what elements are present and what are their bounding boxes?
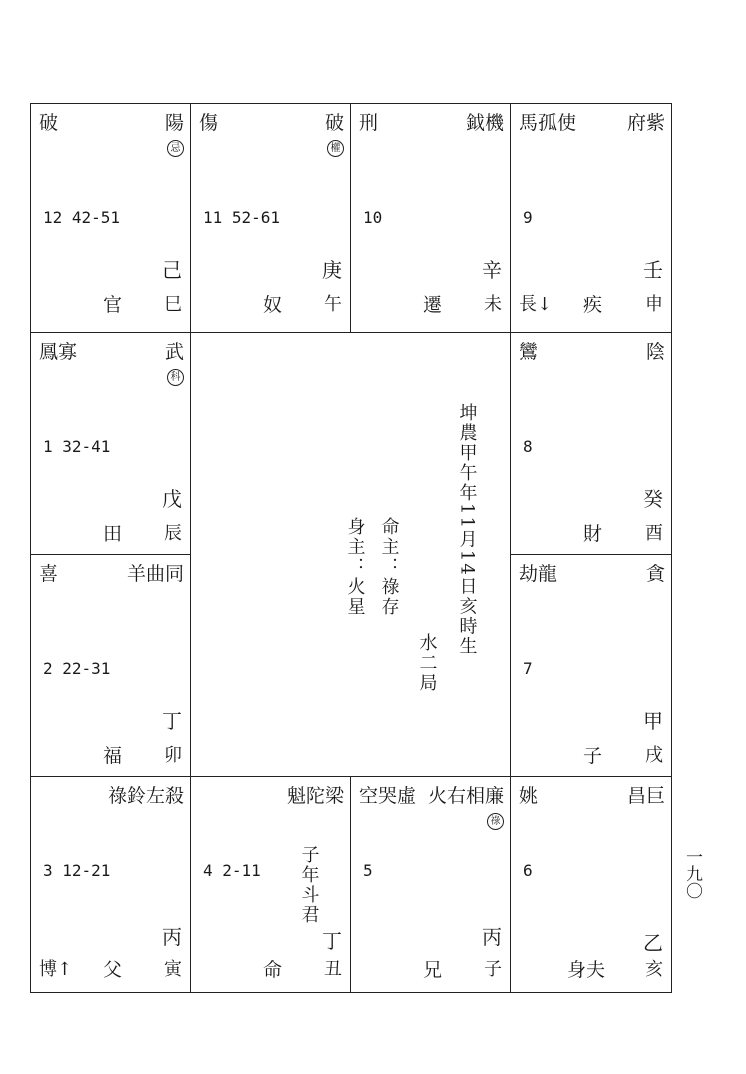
transform-badge: 祿 [487, 813, 504, 830]
palace-name: 父 [103, 959, 123, 981]
decade-range: 11 52-61 [203, 208, 281, 227]
dou-jun-note: 子年斗君 [298, 845, 320, 925]
cycle-marker: 博↑ [39, 959, 73, 980]
earthly-branch: 亥 [645, 959, 663, 980]
major-stars: 羊曲同 [126, 563, 184, 585]
heavenly-stem: 辛 [482, 258, 502, 282]
heavenly-stem: 癸 [643, 487, 663, 511]
minor-stars: 傷 [199, 112, 219, 134]
minor-stars: 鳳寡 [39, 341, 78, 363]
palace-zi [351, 777, 511, 992]
earthly-branch: 巳 [164, 294, 182, 315]
decade-range: 7 [523, 659, 533, 678]
heavenly-stem: 丙 [482, 925, 502, 949]
earthly-branch: 戌 [645, 745, 663, 766]
heavenly-stem: 戊 [162, 487, 182, 511]
minor-stars: 喜 [39, 563, 59, 585]
major-stars: 火右相廉 [427, 785, 504, 807]
palace-name: 奴 [263, 294, 283, 316]
palace-hai [511, 777, 671, 992]
major-stars: 祿鈴左殺 [107, 785, 184, 807]
major-stars: 陽 [164, 112, 184, 134]
earthly-branch: 子 [484, 959, 502, 980]
palace-name: 疾 [583, 294, 603, 316]
palace-si [31, 104, 191, 333]
major-stars: 昌巨 [626, 785, 665, 807]
heavenly-stem: 丁 [322, 929, 342, 953]
major-stars: 魁陀梁 [286, 785, 344, 807]
chart-center [191, 333, 511, 777]
transform-badge: 科 [167, 369, 184, 386]
heavenly-stem: 甲 [643, 709, 663, 733]
minor-stars: 刑 [359, 112, 379, 134]
earthly-branch: 辰 [164, 523, 182, 544]
ming-zhu: 命主：祿存 [378, 517, 400, 617]
decade-range: 2 22-31 [43, 659, 111, 678]
earthly-branch: 丑 [324, 959, 342, 980]
minor-stars: 空哭虛 [359, 785, 417, 807]
minor-stars: 姚 [519, 785, 539, 807]
major-stars: 武 [164, 341, 184, 363]
palace-wei [351, 104, 511, 333]
decade-range: 5 [363, 861, 373, 880]
decade-range: 12 42-51 [43, 208, 121, 227]
transform-badge: 權 [327, 140, 344, 157]
palace-shen [511, 104, 671, 333]
decade-range: 9 [523, 208, 533, 227]
shen-zhu: 身主：火星 [344, 517, 366, 617]
decade-range: 8 [523, 437, 533, 456]
major-stars: 陰 [645, 341, 665, 363]
major-stars: 鉞機 [465, 112, 504, 134]
palace-mao [31, 555, 191, 777]
major-stars: 府紫 [626, 112, 665, 134]
palace-name: 命 [263, 959, 283, 981]
minor-stars: 劫龍 [519, 563, 558, 585]
minor-stars: 馬孤使 [519, 112, 577, 134]
heavenly-stem: 己 [162, 258, 182, 282]
earthly-branch: 酉 [645, 523, 663, 544]
decade-range: 1 32-41 [43, 437, 111, 456]
major-stars: 破 [324, 112, 344, 134]
earthly-branch: 卯 [164, 745, 182, 766]
earthly-branch: 午 [324, 294, 342, 315]
decade-range: 4 2-11 [203, 861, 261, 880]
element-bureau: 水二局 [416, 633, 438, 693]
major-stars: 貪 [645, 563, 665, 585]
page-number: 一九〇 [682, 848, 702, 899]
palace-name: 田 [103, 523, 123, 545]
palace-name: 官 [103, 294, 123, 316]
heavenly-stem: 丙 [162, 925, 182, 949]
palace-xu [511, 555, 671, 777]
palace-name: 財 [583, 523, 603, 545]
earthly-branch: 未 [484, 294, 502, 315]
minor-stars: 破 [39, 112, 59, 134]
palace-yin [31, 777, 191, 992]
decade-range: 3 12-21 [43, 861, 111, 880]
palace-name: 遷 [423, 294, 443, 316]
heavenly-stem: 丁 [162, 709, 182, 733]
heavenly-stem: 壬 [643, 258, 663, 282]
palace-wu [191, 104, 351, 333]
palace-chen [31, 333, 191, 555]
palace-chou [191, 777, 351, 992]
decade-range: 10 [363, 208, 383, 227]
palace-you [511, 333, 671, 555]
birth-info: 坤農甲午年11月14日亥時生 [456, 403, 478, 657]
cycle-marker: 長↓ [519, 294, 553, 315]
palace-name: 兄 [423, 959, 443, 981]
earthly-branch: 寅 [164, 959, 182, 980]
palace-name: 福 [103, 745, 123, 767]
palace-name: 子 [583, 745, 603, 767]
palace-name: 身夫 [567, 959, 606, 981]
heavenly-stem: 庚 [322, 258, 342, 282]
minor-stars: 鸞 [519, 341, 539, 363]
heavenly-stem: 乙 [643, 931, 663, 955]
transform-badge: 忌 [167, 140, 184, 157]
ziwei-chart [30, 103, 672, 993]
earthly-branch: 申 [645, 294, 663, 315]
decade-range: 6 [523, 861, 533, 880]
